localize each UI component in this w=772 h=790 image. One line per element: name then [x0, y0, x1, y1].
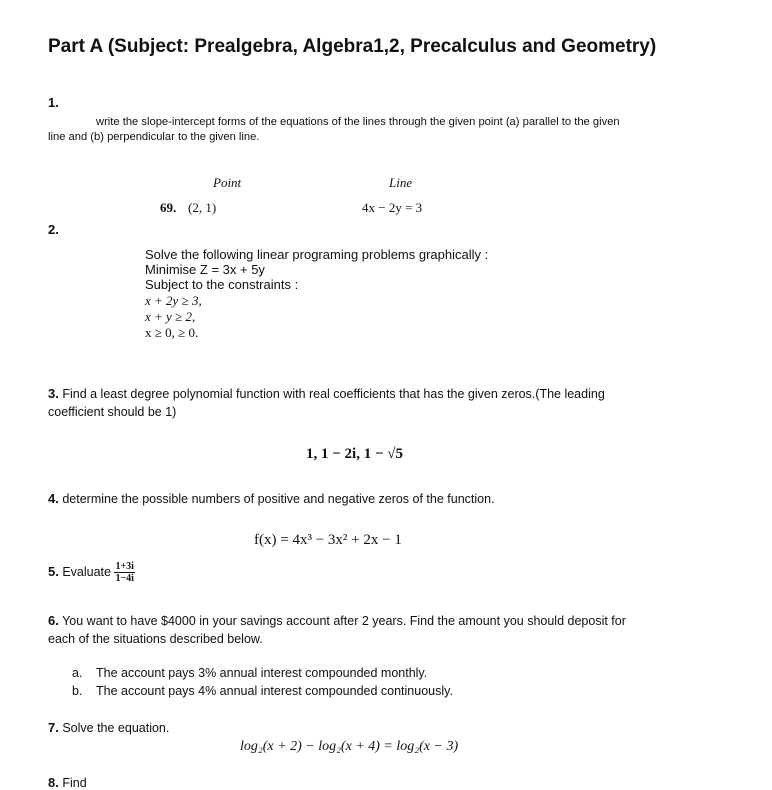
question-4-number: 4.: [48, 491, 59, 506]
question-7-number: 7.: [48, 720, 59, 735]
problem-number: 69.: [160, 200, 177, 215]
given-line-equation: 4x − 2y = 3: [362, 200, 423, 215]
lp-constraints-label: Subject to the constraints :: [145, 277, 299, 292]
question-3-text-line1: Find a least degree polynomial function with real coefficients that has the given zeros.(The leading: [62, 387, 605, 401]
table-header-line: Line: [389, 175, 413, 190]
complex-fraction: [114, 561, 134, 584]
list-item: [72, 682, 453, 700]
fraction-denominator: 1−4i: [115, 573, 134, 584]
question-5-text: Evaluate: [62, 564, 111, 579]
given-point: (2, 1): [188, 200, 217, 215]
question-1-text-line2: line and (b) perpendicular to the given line.: [48, 131, 260, 143]
list-item: [72, 664, 453, 682]
question-2-number: 2.: [48, 222, 59, 237]
question-4-text: determine the possible numbers of positive and negative zeros of the function.: [62, 492, 495, 506]
lp-constraint-2: x + y ≥ 2,: [145, 309, 196, 324]
question-1-number: 1.: [48, 95, 59, 110]
question-6-number: 6.: [48, 613, 59, 628]
log-equation: log₂(x + 2) − log₂(x + 4) = log₂(x − 3): [240, 739, 459, 754]
given-zeros: 1, 1 − 2i, 1 − √5: [306, 446, 403, 462]
question-5-number: 5.: [48, 563, 59, 579]
lp-constraint-3: x ≥ 0, ≥ 0.: [145, 325, 199, 340]
polynomial-function: f(x) = 4x³ − 3x² + 2x − 1: [254, 532, 402, 548]
lp-objective: Minimise Z = 3x + 5y: [145, 262, 265, 277]
list-item-label: a.: [72, 666, 83, 680]
deposit-situations-list: [72, 664, 453, 700]
question-7-text: Solve the equation.: [62, 721, 170, 735]
question-6-text-line2: each of the situations described below.: [48, 632, 263, 646]
question-3-text-line2: coefficient should be 1): [48, 405, 177, 419]
question-8-number: 8.: [48, 775, 59, 790]
list-item-label: b.: [72, 684, 83, 698]
lp-constraint-1: x + 2y ≥ 3,: [145, 293, 202, 308]
fraction-numerator: 1+3i: [115, 561, 134, 572]
table-header-point: Point: [213, 175, 242, 190]
list-item-text: The account pays 4% annual interest compounded continuously.: [96, 684, 453, 698]
lp-instruction: Solve the following linear programing problems graphically :: [145, 247, 489, 262]
question-3-number: 3.: [48, 386, 59, 401]
question-6-text-line1: You want to have $4000 in your savings account after 2 years. Find the amount you should deposit for: [62, 614, 626, 628]
question-1-text-line1: write the slope-intercept forms of the equations of the lines through the given point (a) parallel to the given: [96, 116, 620, 128]
list-item-text: The account pays 3% annual interest compounded monthly.: [96, 666, 428, 680]
question-8-text: Find: [62, 776, 87, 790]
page-title: Part A (Subject: Prealgebra, Algebra1,2, Precalculus and Geometry): [48, 36, 657, 57]
